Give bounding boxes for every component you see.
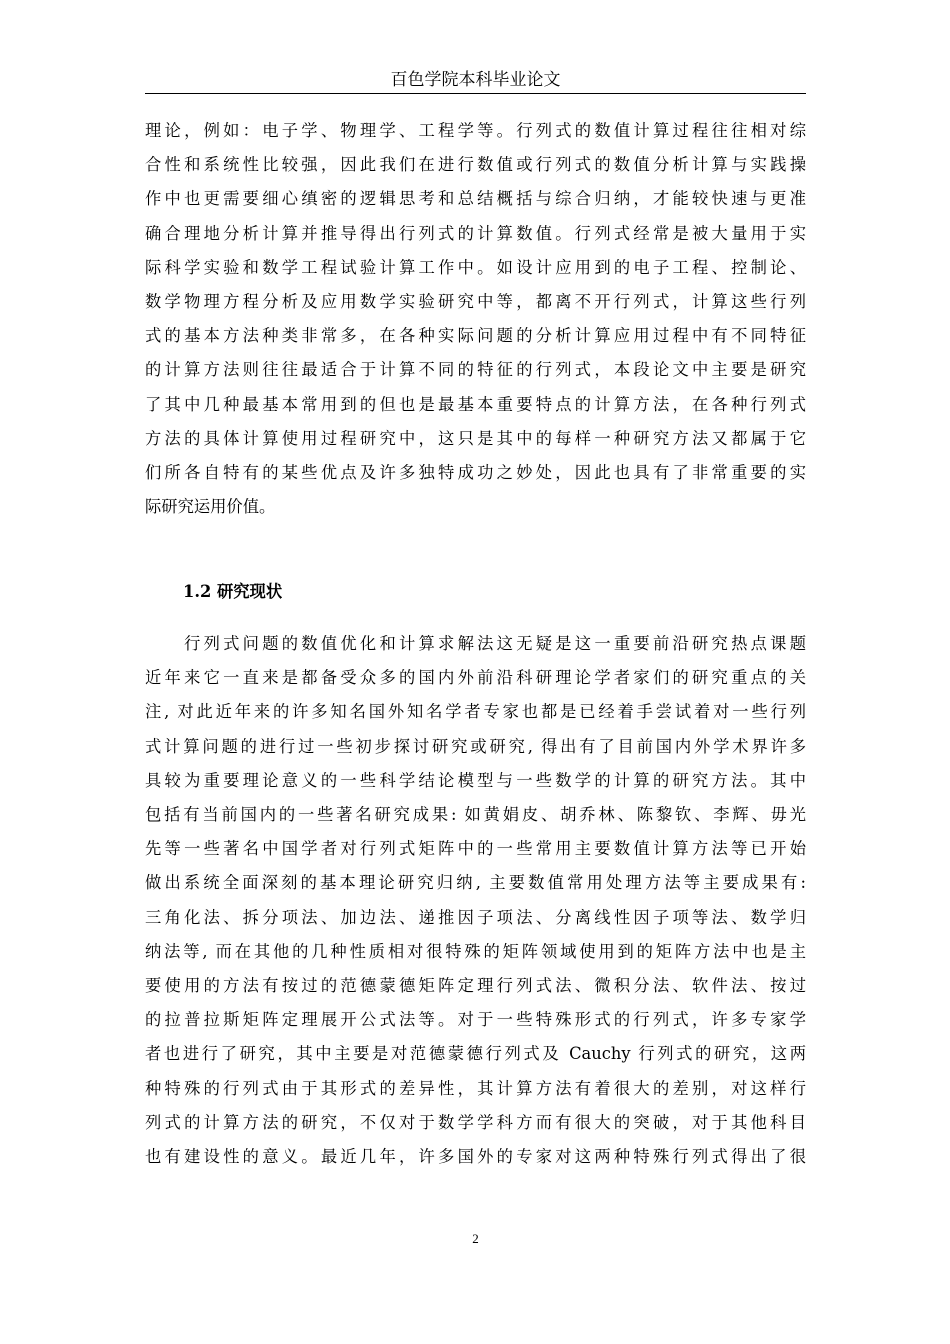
paragraph-line: 的拉普拉斯矩阵定理展开公式法等。对于一些特殊形式的行列式，许多专家学 bbox=[145, 1010, 806, 1030]
paragraph-line: 式的基本方法种类非常多，在各种实际问题的分析计算应用过程中有不同特征 bbox=[145, 326, 806, 346]
paragraph-line: 确合理地分析计算并推导得出行列式的计算数值。行列式经常是被大量用于实 bbox=[145, 223, 806, 243]
paragraph-line: 理论，例如：电子学、物理学、工程学等。行列式的数值计算过程往往相对综 bbox=[145, 121, 806, 140]
paragraph-line: 要使用的方法有按过的范德蒙德矩阵定理行列式法、微积分法、软件法、按过 bbox=[145, 976, 806, 996]
page-header-title: 百色学院本科毕业论文 bbox=[390, 70, 561, 90]
paragraph-line: 行列式问题的数值优化和计算求解法这无疑是这一重要前沿研究热点课题 bbox=[145, 634, 806, 653]
section-heading: 1.2 研究现状 bbox=[183, 582, 283, 601]
paragraph-line: 者也进行了研究，其中主要是对范德蒙德行列式及 Cauchy 行列式的研究，这两 bbox=[145, 1044, 806, 1064]
paragraph-line: 的计算方法则往往最适合于计算不同的特征的行列式，本段论文中主要是研究 bbox=[145, 360, 806, 380]
paragraph-line: 际研究运用价值。 bbox=[145, 497, 276, 517]
page-number: 2 bbox=[472, 1231, 479, 1246]
paragraph-line: 也有建设性的意义。最近几年，许多国外的专家对这两种特殊行列式得出了很 bbox=[145, 1147, 806, 1167]
paragraph-line: 际科学实验和数学工程试验计算工作中。如设计应用到的电子工程、控制论、 bbox=[145, 257, 806, 277]
paragraph-line: 们所各自特有的某些优点及许多独特成功之妙处，因此也具有了非常重要的实 bbox=[145, 463, 806, 483]
paragraph-line: 三角化法、拆分项法、加边法、递推因子项法、分离线性因子项等法、数学归 bbox=[145, 907, 806, 927]
paragraph-line: 注, 对此近年来的许多知名国外知名学者专家也都是已经着手尝试着对一些行列 bbox=[145, 702, 806, 722]
paragraph-line: 数学物理方程分析及应用数学实验研究中等，都离不开行列式，计算这些行列 bbox=[145, 292, 806, 312]
header-divider bbox=[145, 93, 806, 94]
paragraph-line: 式计算问题的进行过一些初步探讨研究或研究, 得出有了目前国内外学术界许多 bbox=[145, 736, 806, 756]
paragraph-line: 近年来它一直来是都备受众多的国内外前沿科研理论学者家们的研究重点的关 bbox=[145, 668, 806, 688]
paragraph-line: 列式的计算方法的研究，不仅对于数学学科方而有很大的突破，对于其他科目 bbox=[145, 1112, 806, 1132]
paragraph-line: 做出系统全面深刻的基本理论研究归纳, 主要数值常用处理方法等主要成果有: bbox=[145, 873, 806, 893]
paragraph-line: 合性和系统性比较强，因此我们在进行数值或行列式的数值分析计算与实践操 bbox=[145, 155, 806, 175]
paragraph-1 bbox=[145, 114, 806, 524]
paragraph-line: 具较为重要理论意义的一些科学结论模型与一些数学的计算的研究方法。其中 bbox=[145, 770, 806, 790]
paragraph-line: 种特殊的行列式由于其形式的差异性，其计算方法有着很大的差别，对这样行 bbox=[145, 1078, 806, 1098]
paragraph-line: 作中也更需要细心缜密的逻辑思考和总结概括与综合归纳，才能较快速与更准 bbox=[145, 189, 806, 209]
paragraph-line: 方法的具体计算使用过程研究中，这只是其中的每样一种研究方法又都属于它 bbox=[145, 428, 806, 448]
paragraph-line: 包括有当前国内的一些著名研究成果: 如黄娟皮、胡乔林、陈黎钦、李辉、毋光 bbox=[145, 805, 806, 825]
paragraph-2 bbox=[145, 627, 806, 1174]
paragraph-line: 了其中几种最基本常用到的但也是最基本重要特点的计算方法，在各种行列式 bbox=[145, 394, 806, 414]
paragraph-line: 纳法等, 而在其他的几种性质相对很特殊的矩阵领域使用到的矩阵方法中也是主 bbox=[145, 941, 806, 961]
paragraph-line: 先等一些著名中国学者对行列式矩阵中的一些常用主要数值计算方法等已开始 bbox=[145, 839, 806, 859]
